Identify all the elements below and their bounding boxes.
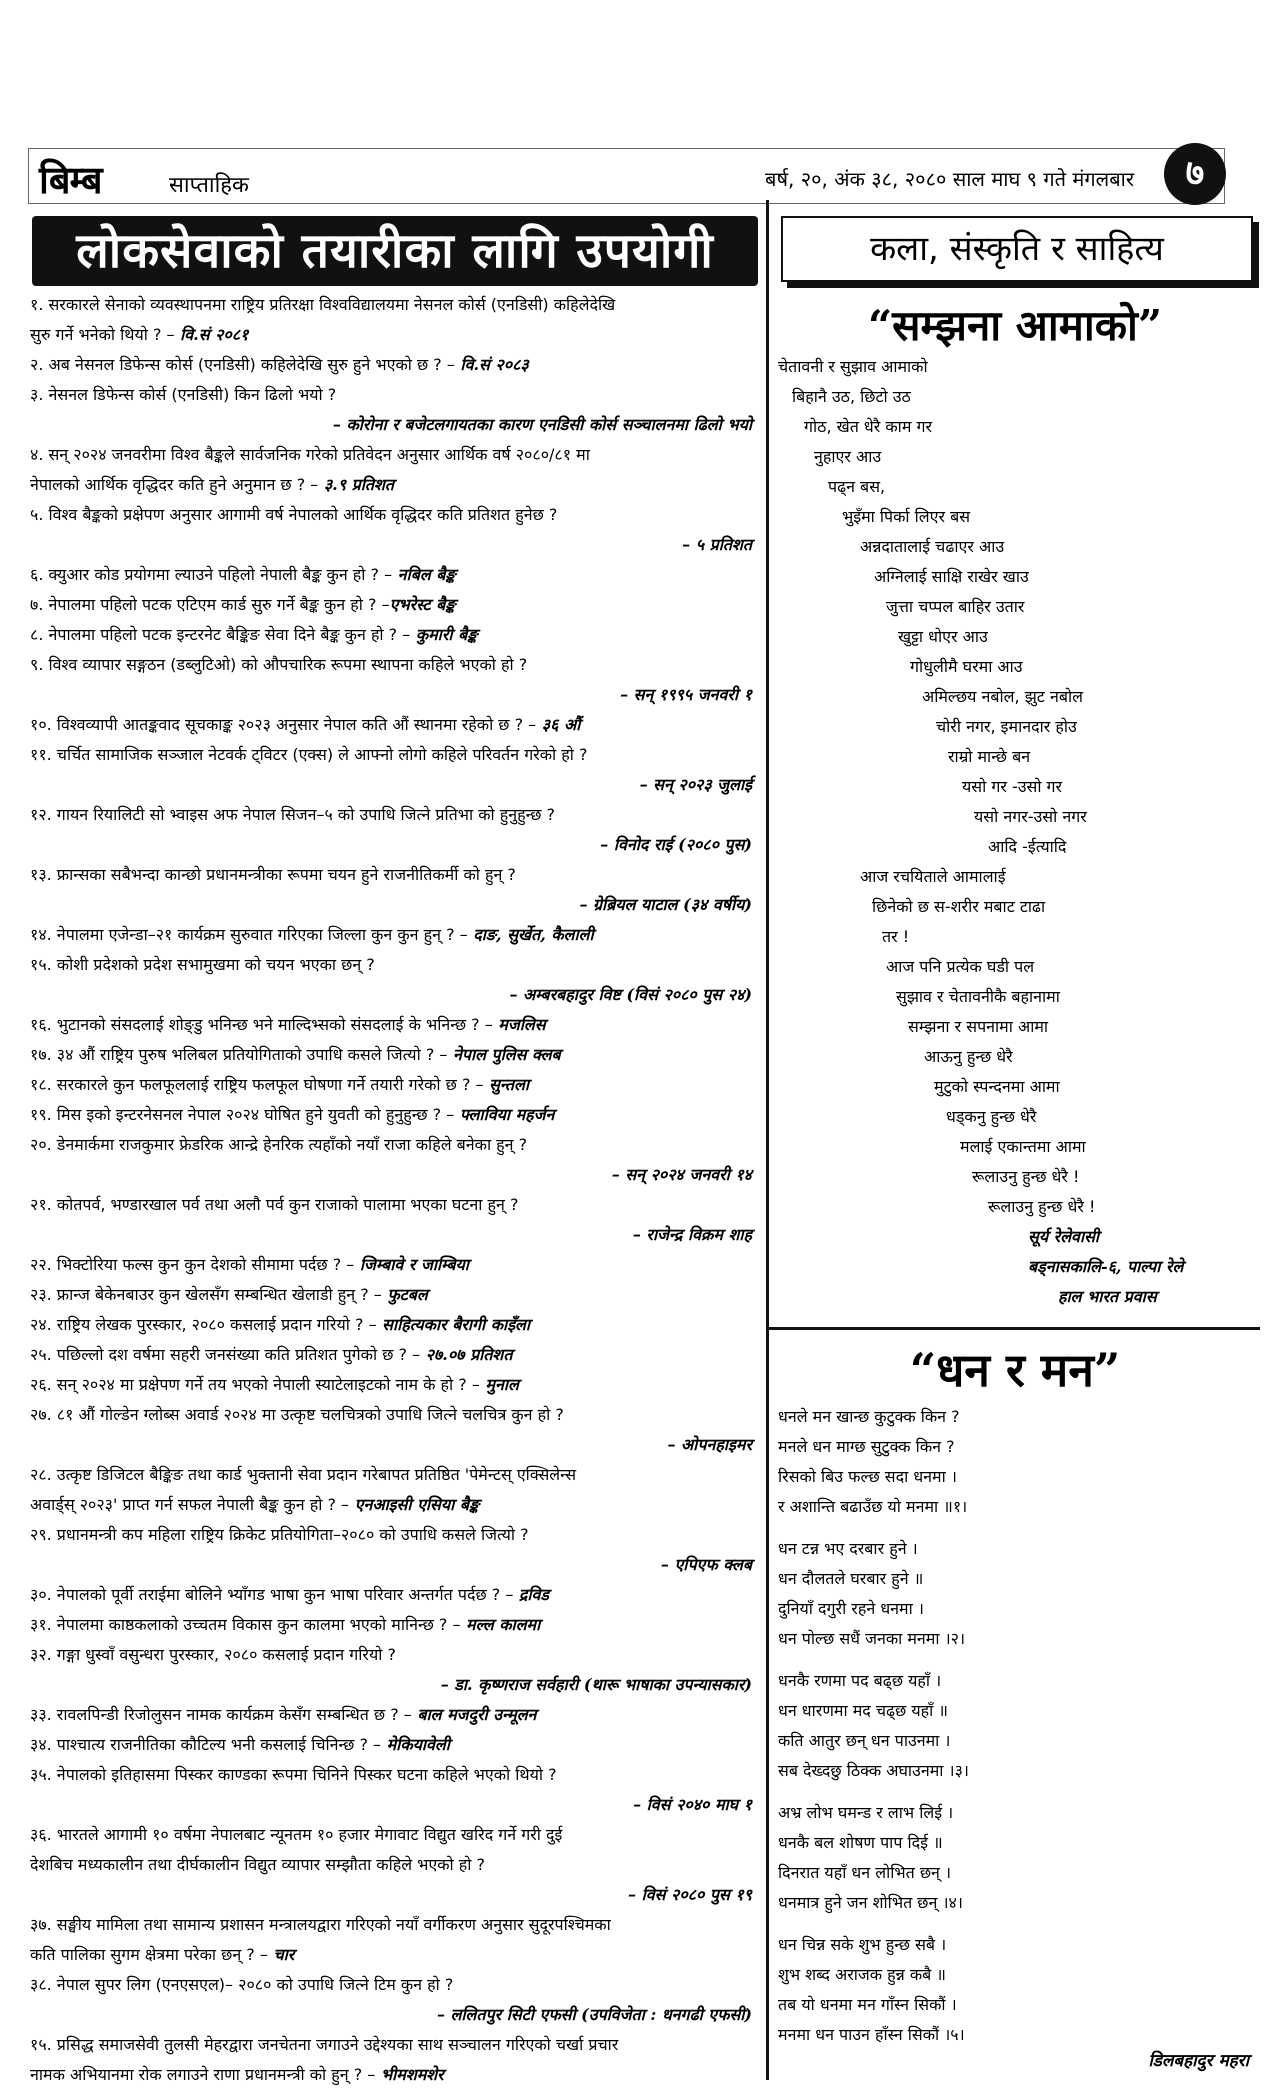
question-text: देशबिच मध्यकालीन तथा दीर्घकालीन विद्युत व्यापार सम्झौता कहिले भएको हो ?	[30, 1855, 486, 1874]
qa-line	[30, 470, 758, 500]
poem-signature-line: हाल भारत प्रवास	[1058, 1287, 1157, 1306]
question-text: १२. गायन रियालिटी सो भ्वाइस अफ नेपाल सिजन–५ को उपाधि जित्ने प्रतिभा को हुनुहुन्छ ?	[30, 805, 556, 824]
section-divider	[768, 1327, 1260, 1330]
poem-line: धनकै बल शोषण पाप दिई ॥	[778, 1833, 943, 1852]
qa-line	[30, 650, 758, 680]
question-text: १३. फ्रान्सका सबैभन्दा कान्छो प्रधानमन्त्रीका रूपमा चयन हुने राजनीतिकर्मी को हुन् ?	[30, 865, 516, 884]
answer-text: साहित्यकार बैरागी काइँला	[376, 1315, 531, 1334]
question-text: २६. सन् २०२४ मा प्रक्षेपण गर्ने तय भएको नेपाली स्याटेलाइटको नाम के हो ? –	[30, 1375, 480, 1394]
qa-list	[30, 290, 758, 2090]
qa-line	[30, 2060, 758, 2090]
question-text: २. अब नेसनल डिफेन्स कोर्स (एनडिसी) कहिलेदेखि सुरु हुने भएको छ ? –	[30, 355, 455, 374]
question-text: नामक अभियानमा रोक लगाउने राणा प्रधानमन्त्री को हुन् ? –	[30, 2065, 376, 2084]
question-text: ३१. नेपालमा काष्ठकलाको उच्चतम विकास कुन कालमा भएको मानिन्छ ? –	[30, 1615, 461, 1634]
question-text: ६. क्युआर कोड प्रयोगमा ल्याउने पहिलो नेपाली बैङ्क कुन हो ? –	[30, 565, 393, 584]
poem-line: भुइँमा पिर्का लिएर बस	[842, 507, 971, 526]
poem-line: छिनेको छ स-शरीर मबाट टाढा	[872, 897, 1046, 916]
poem-line: नुहाएर आउ	[814, 447, 882, 466]
question-text: १४. नेपालमा एजेन्डा–२१ कार्यक्रम सुरुवात गरिएका जिल्ला कुन कुन हुन् ? –	[30, 925, 468, 944]
question-text: ७. नेपालमा पहिलो पटक एटिएम कार्ड सुरु गर्ने बैङ्क कुन हो ? –	[30, 595, 390, 614]
poem-line: गोधुलीमै घरमा आउ	[910, 657, 1023, 676]
poem-stanza	[778, 1534, 1258, 1654]
answer-text: नेपाल पुलिस क्लब	[447, 1045, 561, 1064]
answer-text: द्रविड	[513, 1585, 549, 1604]
qa-line	[30, 1700, 758, 1730]
poem-line: धनले मन खान्छ कुटुक्क किन ?	[778, 1407, 960, 1426]
answer-text: – कोरोना र बजेटलगायतका कारण एनडिसी कोर्स सञ्चालनमा ढिलो भयो	[332, 415, 752, 434]
qa-line	[30, 1730, 758, 1760]
qa-line	[30, 1190, 758, 1220]
qa-line	[30, 770, 758, 800]
qa-line	[30, 1820, 758, 1850]
question-text: ३४. पाश्चात्य राजनीतिका कौटिल्य भनी कसलाई चिनिन्छ ? –	[30, 1735, 382, 1754]
poem-line: चेतावनी र सुझाव आमाको	[778, 357, 928, 376]
question-text: ३५. नेपालको इतिहासमा पिस्कर काण्डका रूपमा चिनिने पिस्कर घटना कहिले भएको थियो ?	[30, 1765, 557, 1784]
qa-line	[30, 620, 758, 650]
qa-line	[30, 860, 758, 890]
poem-line: गोठ, खेत धेरै काम गर	[804, 417, 933, 436]
poem-line: रूलाउनु हुन्छ धेरै !	[972, 1167, 1080, 1186]
poem-stanza	[778, 1666, 1258, 1786]
qa-line	[30, 1040, 758, 1070]
answer-text: चार	[267, 1945, 295, 1964]
poem-line: धड्कनु हुन्छ धेरै	[946, 1107, 1037, 1126]
question-text: २८. उत्कृष्ट डिजिटल बैङ्किङ तथा कार्ड भुक्तानी सेवा प्रदान गरेबापत प्रतिष्ठित 'पेमेन्टस् एक्सिलेन्स	[30, 1465, 577, 1484]
poem-line: आज पनि प्रत्येक घडी पल	[886, 957, 1035, 976]
answer-text: २७.०७ प्रतिशत	[420, 1345, 513, 1364]
answer-text: फ्लाविया महर्जन	[454, 1105, 555, 1124]
poem-line: सुझाव र चेतावनीकै बहानामा	[896, 987, 1060, 1006]
answer-text: ३६ औं	[536, 715, 581, 734]
answer-text: सुन्तला	[483, 1075, 529, 1094]
answer-text: जिम्बावे र जाम्बिया	[354, 1255, 469, 1274]
poem-line: तब यो धनमा मन गाँस्न सिकौं ।	[778, 1995, 957, 2014]
question-text: ३७. सङ्घीय मामिला तथा सामान्य प्रशासन मन्त्रालयद्वारा गरिएको नयाँ वर्गीकरण अनुसार सुदूरपश्चिमका	[30, 1915, 611, 1934]
poem-line: चोरी नगर, इमानदार होउ	[936, 717, 1077, 736]
poem-line: सब देख्दछु ठिक्क अघाउनमा ।३।	[778, 1761, 969, 1780]
question-text: २९. प्रधानमन्त्री कप महिला राष्ट्रिय क्रिकेट प्रतियोगिता–२०८० को उपाधि कसले जित्यो ?	[30, 1525, 529, 1544]
answer-text: मुनाल	[479, 1375, 519, 1394]
poem-stanza	[778, 1798, 1258, 1918]
qa-line	[30, 980, 758, 1010]
answer-text: – सन् २०२४ जनवरी १४	[611, 1165, 752, 1184]
answer-text: मल्ल कालमा	[460, 1615, 541, 1634]
question-text: २२. भिक्टोरिया फल्स कुन कुन देशको सीमामा पर्दछ ? –	[30, 1255, 355, 1274]
qa-line	[30, 1070, 758, 1100]
qa-line	[30, 2030, 758, 2060]
poem-line: धनमात्र हुने जन शोभित छन् ।४।	[778, 1893, 963, 1912]
answer-text: नबिल बैङ्क	[392, 565, 456, 584]
poem-line: र अशान्ति बढाउँछ यो मनमा ॥१।	[778, 1497, 968, 1516]
poem-line: शुभ शब्द अराजक हुन्न कबै ॥	[778, 1965, 946, 1984]
question-text: नेपालको आर्थिक वृद्धिदर कति हुने अनुमान छ ? –	[30, 475, 319, 494]
poem-line: राम्रो मान्छे बन	[948, 747, 1031, 766]
section-banner-arts: कला, संस्कृति र साहित्य	[781, 216, 1253, 282]
answer-text: – विसं २०८० पुस १९	[628, 1885, 752, 1904]
poem-title-dhan-ra-man: “धन र मन”	[909, 1343, 1121, 1397]
answer-text: बाल मजदुरी उन्मूलन	[411, 1705, 537, 1724]
qa-line	[30, 320, 758, 350]
masthead-subtitle: साप्ताहिक	[169, 173, 249, 198]
poem-line: धन दौलतले घरबार हुने ॥	[778, 1569, 924, 1588]
qa-line	[30, 1550, 758, 1580]
poem-line: दुनियाँ दगुरी रहने धनमा ।	[778, 1599, 924, 1618]
qa-line	[30, 290, 758, 320]
question-text: कति पालिका सुगम क्षेत्रमा परेका छन् ? –	[30, 1945, 268, 1964]
qa-line	[30, 890, 758, 920]
poem-line: यसो गर -उसो गर	[962, 777, 1063, 796]
qa-line	[30, 1340, 758, 1370]
page-number-badge: ७	[1164, 143, 1226, 205]
question-text: ५. विश्व बैङ्कको प्रक्षेपण अनुसार आगामी वर्ष नेपालको आर्थिक वृद्धिदर कति प्रतिशत हुनेछ ?	[30, 505, 558, 524]
answer-text: फुटबल	[381, 1285, 428, 1304]
poem-line: रिसको बिउ फल्छ सदा धनमा ।	[778, 1467, 957, 1486]
answer-text: ३.९ प्रतिशत	[318, 475, 395, 494]
question-text: ३. नेसनल डिफेन्स कोर्स (एनडिसी) किन ढिलो भयो ?	[30, 385, 337, 404]
answer-text: मेकियावेली	[381, 1735, 450, 1754]
answer-text: – सन् १९९५ जनवरी १	[620, 685, 752, 704]
poem-line: तर !	[882, 927, 910, 946]
qa-line	[30, 830, 758, 860]
qa-line	[30, 1370, 758, 1400]
answer-text: – राजेन्द्र विक्रम शाह	[632, 1225, 752, 1244]
poem-line: अभ्र लोभ घमन्ड र लाभ लिई ।	[778, 1803, 954, 1822]
question-text: १५. कोशी प्रदेशको प्रदेश सभामुखमा को चयन भएका छन् ?	[30, 955, 375, 974]
question-text: १०. विश्वव्यापी आतङ्कवाद सूचकाङ्क २०२३ अनुसार नेपाल कति औं स्थानमा रहेको छ ? –	[30, 715, 537, 734]
answer-text: – ग्रेब्रियल याटाल (३४ वर्षीय)	[579, 895, 752, 914]
qa-line	[30, 530, 758, 560]
question-text: २५. पछिल्लो दश वर्षमा सहरी जनसंख्या कति प्रतिशत पुगेको छ ? –	[30, 1345, 421, 1364]
answer-text: दाङ, सुर्खेत, कैलाली	[467, 925, 594, 944]
question-text: अवार्ड्स् २०२३' प्राप्त गर्न सफल नेपाली बैङ्क कुन हो ? –	[30, 1495, 350, 1514]
poem-stanza	[778, 1930, 1258, 2050]
qa-line	[30, 740, 758, 770]
qa-line	[30, 1400, 758, 1430]
qa-line	[30, 1250, 758, 1280]
poem-line: पढ्न बस,	[828, 477, 886, 496]
answer-text: कुमारी बैङ्क	[410, 625, 478, 644]
poem-line: मनले धन माग्छ सुटुक्क किन ?	[778, 1437, 955, 1456]
question-text: १९. मिस इको इन्टरनेसनल नेपाल २०२४ घोषित हुने युवती को हुनुहुन्छ ? –	[30, 1105, 455, 1124]
answer-text: – ओपनहाइमर	[667, 1435, 752, 1454]
qa-line	[30, 1850, 758, 1880]
question-text: ११. चर्चित सामाजिक सञ्जाल नेटवर्क ट्विटर (एक्स) ले आफ्नो लोगो कहिले परिवर्तन गरेको हो ?	[30, 745, 588, 764]
poem-line: जुत्ता चप्पल बाहिर उतार	[886, 597, 1025, 616]
question-text: ८. नेपालमा पहिलो पटक इन्टरनेट बैङ्किङ सेवा दिने बैङ्क कुन हो ? –	[30, 625, 411, 644]
answer-text: वि.सं २०८१	[174, 325, 249, 344]
answer-text: – सन् २०२३ जुलाई	[639, 775, 752, 794]
poem-line: धन पोल्छ सधैं जनका मनमा ।२।	[778, 1629, 966, 1648]
qa-line	[30, 1760, 758, 1790]
answer-text: – विनोद राई (२०८० पुस)	[600, 835, 752, 854]
question-text: ३८. नेपाल सुपर लिग (एनएसएल)– २०८० को उपाधि जित्ने टिम कुन हो ?	[30, 1975, 454, 1994]
question-text: २१. कोतपर्व, भण्डारखाल पर्व तथा अलौ पर्व कुन राजाको पालामा भएका घटना हुन् ?	[30, 1195, 519, 1214]
answer-text: एनआइसी एसिया बैङ्क	[349, 1495, 480, 1514]
qa-line	[30, 500, 758, 530]
answer-text: – एपिएफ क्लब	[660, 1555, 752, 1574]
poem-line: सम्झना र सपनामा आमा	[908, 1017, 1049, 1036]
poem-dhan-ra-man	[778, 1402, 1258, 2062]
poem-line: कति आतुर छन् धन पाउनमा ।	[778, 1731, 951, 1750]
qa-line	[30, 1880, 758, 1910]
poem-line: अमिल्छय नबोल, झुट नबोल	[922, 687, 1083, 706]
qa-line	[30, 1310, 758, 1340]
issue-date: बर्ष, २०, अंक ३८, २०८० साल माघ ९ गते मंगलबार	[765, 167, 1134, 191]
qa-line	[30, 1160, 758, 1190]
answer-text: – डा. कृष्णराज सर्वहारी (थारू भाषाका उपन्यासकार)	[440, 1675, 752, 1694]
qa-line	[30, 1430, 758, 1460]
poem-line: धन टन्न भए दरबार हुने ।	[778, 1539, 918, 1558]
question-text: ३६. भारतले आगामी १० वर्षमा नेपालबाट न्यूनतम १० हजार मेगावाट विद्युत खरिद गर्ने गरी दुई	[30, 1825, 563, 1844]
qa-line	[30, 1100, 758, 1130]
question-text: २३. फ्रान्ज बेकेनबाउर कुन खेलसँग सम्बन्धित खेलाडी हुन् ? –	[30, 1285, 382, 1304]
qa-line	[30, 590, 758, 620]
answer-text: – अम्बरबहादुर विष्ट (विसं २०८० पुस २४)	[509, 985, 752, 1004]
answer-text: भीमशमशेर	[375, 2065, 444, 2084]
qa-line	[30, 1010, 758, 1040]
poem-line: मुटुको स्पन्दनमा आमा	[934, 1077, 1060, 1096]
poem-line: दिनरात यहाँ धन लोभित छन् ।	[778, 1863, 952, 1882]
qa-line	[30, 1130, 758, 1160]
question-text: १६. भुटानको संसदलाई शोङ्डु भनिन्छ भने माल्दिभ्सको संसदलाई के भनिन्छ ? –	[30, 1015, 493, 1034]
section-banner-loksewa: लोकसेवाको तयारीका लागि उपयोगी	[32, 216, 758, 286]
question-text: सुरु गर्ने भनेको थियो ? –	[30, 325, 175, 344]
question-text: ९. विश्व व्यापार सङ्गठन (डब्लुटिओ) को औपचारिक रूपमा स्थापना कहिले भएको हो ?	[30, 655, 528, 674]
qa-line	[30, 440, 758, 470]
qa-line	[30, 1640, 758, 1670]
poem-line: अग्निलाई साक्षि राखेर खाउ	[874, 567, 1029, 586]
qa-line	[30, 410, 758, 440]
qa-line	[30, 1610, 758, 1640]
answer-text: – ५ प्रतिशत	[682, 535, 752, 554]
poem-line: मलाई एकान्तमा आमा	[960, 1137, 1086, 1156]
masthead-logo: बिम्ब	[39, 157, 102, 202]
poem-line: मनमा धन पाउन हाँस्न सिकौं ।५।	[778, 2025, 965, 2044]
poem-line: धन धारणमा मद चढ्छ यहाँ ॥	[778, 1701, 948, 1720]
question-text: २४. राष्ट्रिय लेखक पुरस्कार, २०८० कसलाई प्रदान गरियो ? –	[30, 1315, 377, 1334]
qa-line	[30, 1460, 758, 1490]
poem-signature-line: बड्नासकालि-६, पाल्पा रेले	[1028, 1257, 1184, 1276]
question-text: ३२. गङ्गा धुस्वाँ वसुन्धरा पुरस्कार, २०८० कसलाई प्रदान गरियो ?	[30, 1645, 396, 1664]
answer-text: – ललितपुर सिटी एफसी (उपविजेता : धनगढी एफसी)	[437, 2005, 752, 2024]
poem-line: आज रचयिताले आमालाई	[860, 867, 1006, 886]
qa-line	[30, 1910, 758, 1940]
poem-line: आऊनु हुन्छ धेरै	[924, 1047, 1013, 1066]
poem-line: रूलाउनु हुन्छ धेरै !	[988, 1197, 1096, 1216]
question-text: १५. प्रसिद्ध समाजसेवी तुलसी मेहरद्वारा जनचेतना जगाउने उद्देश्यका साथ सञ्चालन गरिएको चर्खा प्रचार	[30, 2035, 619, 2054]
column-divider	[766, 200, 769, 2080]
poem-line: धनकै रणमा पद बढ्छ यहाँ ।	[778, 1671, 942, 1690]
qa-line	[30, 950, 758, 980]
qa-line	[30, 350, 758, 380]
answer-text: – विसं २०४० माघ १	[633, 1795, 752, 1814]
qa-line	[30, 1520, 758, 1550]
qa-line	[30, 1790, 758, 1820]
qa-line	[30, 710, 758, 740]
poem-line: आदि -ईत्यादि	[988, 837, 1067, 856]
qa-line	[30, 1670, 758, 1700]
question-text: ३०. नेपालको पूर्वी तराईमा बोलिने भ्याँगड भाषा कुन भाषा परिवार अन्तर्गत पर्दछ ? –	[30, 1585, 514, 1604]
qa-line	[30, 680, 758, 710]
qa-line	[30, 380, 758, 410]
question-text: २०. डेनमार्कमा राजकुमार फ्रेडरिक आन्द्रे हेनरिक त्यहाँको नयाँ राजा कहिले बनेका हुन् ?	[30, 1135, 528, 1154]
qa-line	[30, 920, 758, 950]
qa-line	[30, 1490, 758, 1520]
poem-line: धन चिन्न सके शुभ हुन्छ सबै ।	[778, 1935, 947, 1954]
qa-line	[30, 1220, 758, 1250]
poem-author: डिलबहादुर महरा	[1148, 2051, 1249, 2071]
qa-line	[30, 2000, 758, 2030]
poem-line: बिहानै उठ, छिटो उठ	[792, 387, 911, 406]
qa-line	[30, 1580, 758, 1610]
question-text: ३३. रावलपिन्डी रिजोलुसन नामक कार्यक्रम केसँग सम्बन्धित छ ? –	[30, 1705, 412, 1724]
poem-line: अन्नदातालाई चढाएर आउ	[860, 537, 1005, 556]
qa-line	[30, 800, 758, 830]
poem-samjhana	[778, 352, 1258, 1312]
question-text: १७. ३४ औं राष्ट्रिय पुरुष भलिबल प्रतियोगिताको उपाधि कसले जित्यो ? –	[30, 1045, 448, 1064]
poem-line: खुट्टा धोएर आउ	[898, 627, 988, 646]
answer-text: वि.सं २०८३	[454, 355, 529, 374]
qa-line	[30, 1970, 758, 2000]
poem-stanza	[778, 1402, 1258, 1522]
question-text: ४. सन् २०२४ जनवरीमा विश्व बैङ्कले सार्वजनिक गरेको प्रतिवेदन अनुसार आर्थिक वर्ष २०८०/८१ मा	[30, 445, 590, 464]
question-text: २७. ८१ औं गोल्डेन ग्लोब्स अवार्ड २०२४ मा उत्कृष्ट चलचित्रको उपाधि जित्ने चलचित्र कुन हो ?	[30, 1405, 564, 1424]
qa-line	[30, 560, 758, 590]
qa-line	[30, 1280, 758, 1310]
poem-signature-line: सूर्य रेलेवासी	[1028, 1227, 1100, 1246]
answer-text: मजलिस	[492, 1015, 546, 1034]
answer-text: एभरेस्ट बैङ्क	[389, 595, 456, 614]
question-text: १. सरकारले सेनाको व्यवस्थापनमा राष्ट्रिय प्रतिरक्षा विश्वविद्यालयमा नेसनल कोर्स (एनडिसी) कहिलेदेखि	[30, 295, 616, 314]
qa-line	[30, 1940, 758, 1970]
poem-line: यसो नगर-उसो नगर	[974, 807, 1087, 826]
question-text: १८. सरकारले कुन फलफूललाई राष्ट्रिय फलफूल घोषणा गर्ने तयारी गरेको छ ? –	[30, 1075, 484, 1094]
masthead	[28, 148, 1225, 204]
poem-title-samjhana: “सम्झना आमाको”	[867, 301, 1163, 350]
